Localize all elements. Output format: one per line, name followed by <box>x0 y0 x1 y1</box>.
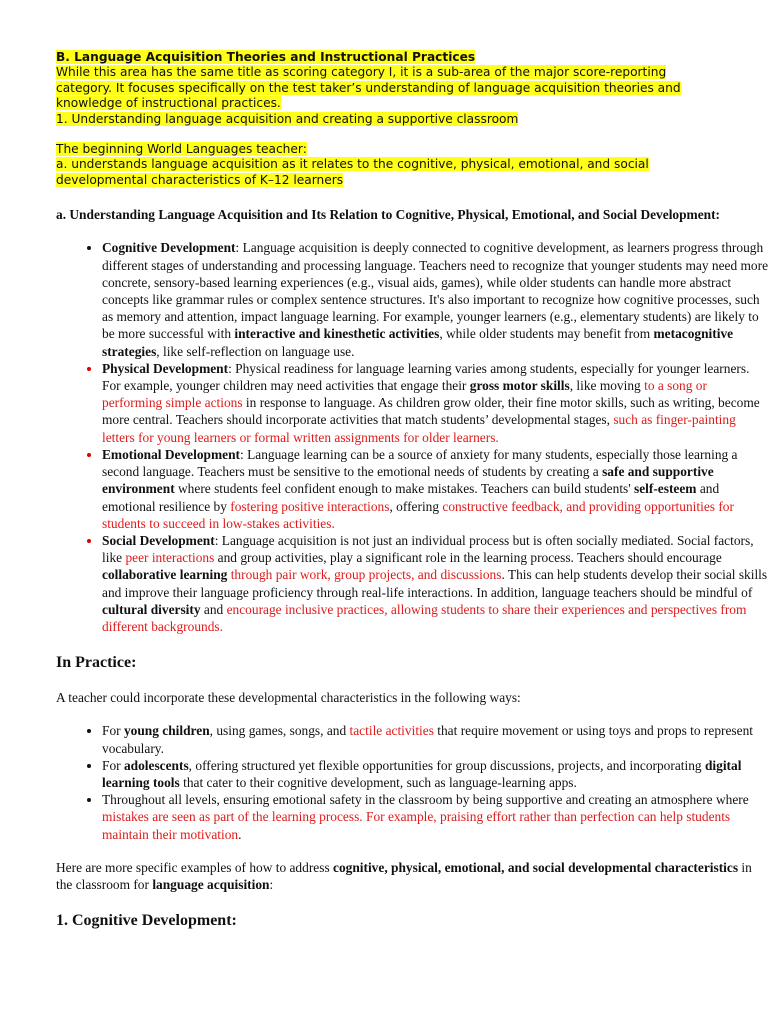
highlight-line: The beginning World Languages teacher: <box>56 142 307 157</box>
highlight-line: While this area has the same title as scoring category I, it is a sub-area of the major score-reporting <box>56 65 667 80</box>
text-run: and group activities, play a significant role in the learning process. Teachers should encourage <box>214 550 722 566</box>
red-run: to a song or performing simple actions <box>102 378 707 411</box>
term-physical: Physical Development <box>102 360 229 376</box>
text-run: , like self-reflection on language use. <box>156 343 355 359</box>
text-run: , offering <box>389 498 443 514</box>
term-social: Social Development <box>102 532 215 548</box>
red-run: fostering positive interactions <box>230 498 390 514</box>
highlight-heading: B. Language Acquisition Theories and Instructional Practices <box>56 50 476 64</box>
closing-paragraph <box>56 859 768 893</box>
list-item <box>102 532 768 635</box>
highlighted-block <box>56 50 768 188</box>
text-run: where students feel confident enough to make mistakes. Teachers can build students' <box>174 481 635 497</box>
list-item <box>102 722 768 756</box>
text-run: For <box>102 757 124 773</box>
bold-run: self-esteem <box>634 481 697 497</box>
text-run: : Language learning can be a source of anxiety for many students, especially those learning a second language. Teachers must be sensitive to the emotional needs of students by creating a <box>102 446 738 480</box>
development-list <box>56 239 768 635</box>
highlight-line: 1. Understanding language acquisition and creating a supportive classroom <box>56 111 519 126</box>
text-run: in the classroom for <box>56 859 752 892</box>
in-practice-heading: In Practice: <box>56 654 137 672</box>
red-run: through pair work, group projects, and discussions <box>230 567 502 583</box>
red-run: peer interactions <box>125 550 215 566</box>
red-run: such as finger-painting letters for young learners or formal written assignments for older learners. <box>102 412 736 445</box>
text-run: : Language acquisition is deeply connected to cognitive development, as learners progress through different stages of understanding and processing language. Teachers need to recognize that younger students may need more concrete, sensory-based learning experiences (e.g., visual aids, games), while older students can handle more abstract concepts like grammar rules or complex sentence structures. It's also important to recognize how cognitive processes, such as memory and attention, impact language learning. For example, younger learners (e.g., elementary students) are likely to be more successful with <box>102 240 768 342</box>
list-item <box>102 791 768 843</box>
text-run: , while older students may benefit from <box>439 326 654 342</box>
text-run: For <box>102 723 124 739</box>
highlight-line: knowledge of instructional practices. <box>56 96 281 111</box>
term-emotional: Emotional Development <box>102 446 240 462</box>
section-a-heading: a. Understanding Language Acquisition and Its Relation to Cognitive, Physical, Emotional, and Social Development: <box>56 207 721 223</box>
text-run: and <box>200 601 227 617</box>
in-practice-intro: A teacher could incorporate these developmental characteristics in the following ways: <box>56 690 521 706</box>
bold-run: cognitive, physical, emotional, and social developmental characteristics <box>333 859 739 875</box>
red-run: tactile activities <box>349 723 434 739</box>
highlight-line: a. understands language acquisition as it relates to the cognitive, physical, emotional, and social <box>56 157 649 172</box>
red-run: constructive feedback, and providing opportunities for students to succeed in low-stakes activities. <box>102 498 734 531</box>
highlight-line: category. It focuses specifically on the test taker’s understanding of language acquisition theories and <box>56 80 681 95</box>
text-run: : Physical readiness for language learning varies among students, especially for younger learners. For example, younger children may need activities that engage their <box>102 360 750 394</box>
bold-run: metacognitive strategies <box>102 326 734 359</box>
list-item <box>102 757 768 791</box>
text-run: Throughout all levels, ensuring emotional safety in the classroom by being supportive and creating an atmosphere where <box>102 792 749 808</box>
highlight-line: developmental characteristics of K–12 learners <box>56 172 344 187</box>
text-run: Here are more specific examples of how to address <box>56 859 333 875</box>
bold-run: adolescents <box>123 757 189 773</box>
text-run: that require movement or using toys and props to represent vocabulary. <box>102 723 753 756</box>
red-run: mistakes are seen as part of the learning process. For example, praising effort rather than perfection can help students maintain their motivation <box>102 809 731 842</box>
text-run: and emotional resilience by <box>102 481 720 514</box>
bold-run: collaborative learning <box>102 567 228 583</box>
list-item <box>102 446 768 532</box>
term-cognitive: Cognitive Development <box>102 240 236 256</box>
cognitive-development-heading: 1. Cognitive Development: <box>56 912 237 930</box>
text-run: , using games, songs, and <box>209 723 350 739</box>
bold-run: language acquisition <box>152 876 270 892</box>
text-run: : <box>269 876 274 892</box>
red-run: encourage inclusive practices, allowing students to share their experiences and perspectives from different backgrounds. <box>102 601 747 634</box>
text-run: . <box>238 826 242 842</box>
bold-run: gross motor skills <box>469 378 570 394</box>
text-run: , offering structured yet flexible opportunities for group discussions, projects, and incorporating <box>188 757 705 773</box>
bold-run: interactive and kinesthetic activities <box>234 326 440 342</box>
bold-run: safe and supportive environment <box>102 464 714 497</box>
list-item <box>102 239 768 359</box>
bold-run: digital learning tools <box>102 757 742 790</box>
text-run: in response to language. As children grow older, their fine motor skills, such as writing, become more central. Teachers should incorporate activities that match students’ developmental stages, <box>102 395 760 428</box>
text-run: : Language acquisition is not just an individual process but is often socially mediated. Social factors, like <box>102 532 754 566</box>
text-run: that cater to their cognitive development, such as language-learning apps. <box>179 774 577 790</box>
list-item <box>102 360 768 446</box>
practice-list <box>56 722 768 842</box>
text-run: , like moving <box>569 378 645 394</box>
bold-run: young children <box>123 723 210 739</box>
bold-run: cultural diversity <box>102 601 201 617</box>
text-run: . This can help students develop their social skills and improve their language proficiency through real-life interactions. In addition, language teachers should be mindful of <box>102 567 768 600</box>
